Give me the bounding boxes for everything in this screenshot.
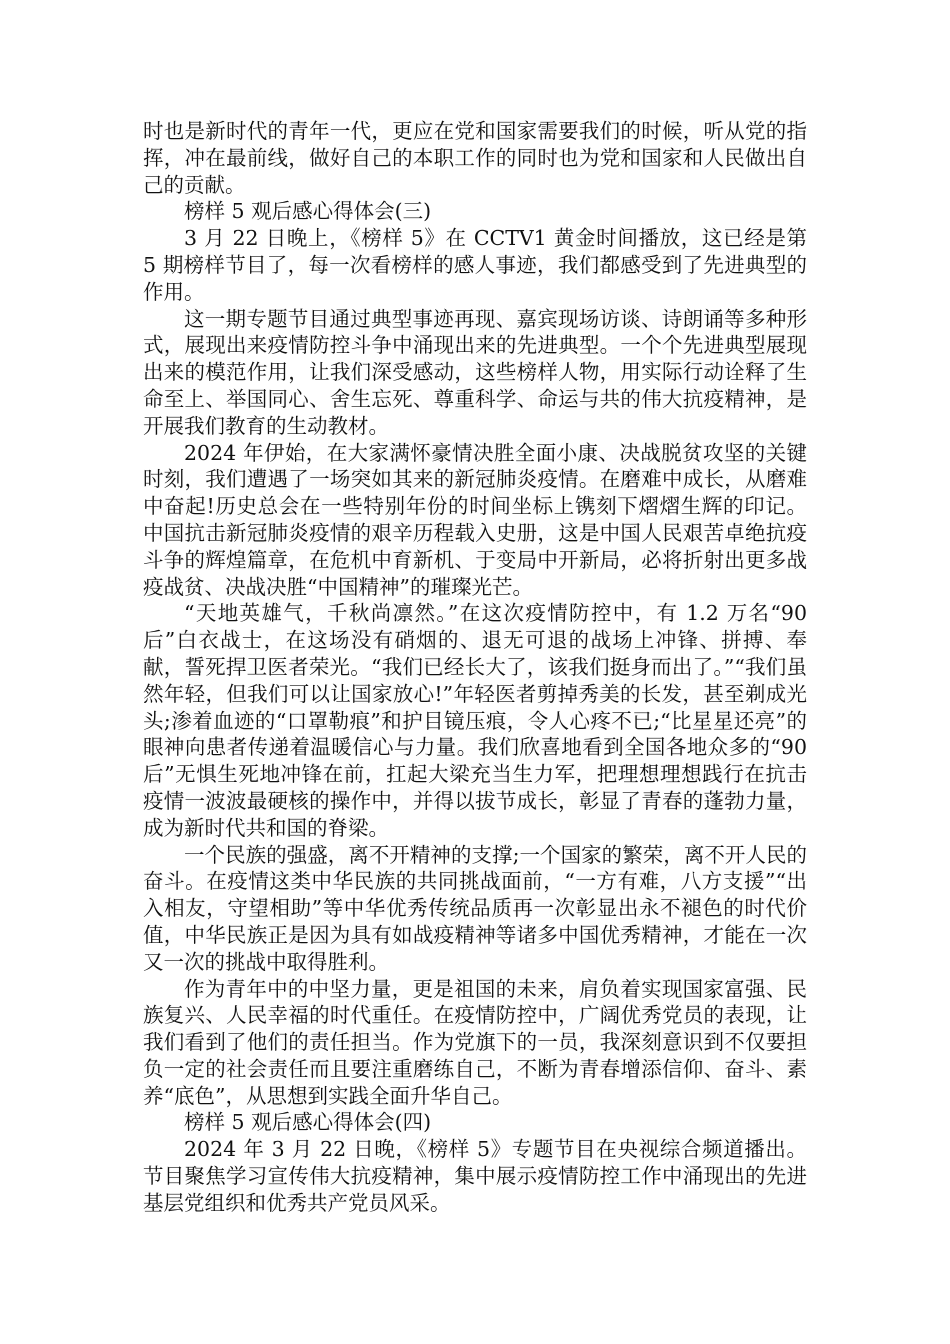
paragraph: 作为青年中的中坚力量，更是祖国的未来，肩负着实现国家富强、民族复兴、人民幸福的时代重任。在疫情防控中，广阔优秀党员的表现，让我们看到了他们的责任担当。作为党旗下的一员，我深刻意识到不仅要担负一定的社会责任而且要注重磨练自己，不断为青春增添信仰、奋斗、素养“底色”，从思想到实践全面升华自己。 (143, 976, 807, 1108)
paragraph: 2024 年伊始，在大家满怀豪情决胜全面小康、决战脱贫攻坚的关键时刻，我们遭遇了一场突如其来的新冠肺炎疫情。在磨难中成长，从磨难中奋起!历史总会在一些特别年份的时间坐标上镌刻下熠熠生辉的印记。中国抗击新冠肺炎疫情的艰辛历程载入史册，这是中国人民艰苦卓绝抗疫斗争的辉煌篇章，在危机中育新机、于变局中开新局，必将折射出更多战疫战贫、决战决胜“中国精神”的璀璨光芒。 (143, 440, 807, 599)
paragraph: “天地英雄气，千秋尚凛然。”在这次疫情防控中，有 1.2 万名“90 后”白衣战士，在这场没有硝烟的、退无可退的战场上冲锋、拼搏、奉献，誓死捍卫医者荣光。“我们已经长大了，该我们挺身而出了。”“我们虽然年轻，但我们可以让国家放心!”年轻医者剪掉秀美的长发，甚至剃成光头;渗着血迹的“口罩勒痕”和护目镜压痕，令人心疼不已;“比星星还亮”的眼神向患者传递着温暖信心与力量。我们欣喜地看到全国各地众多的“90 后”无惧生死地冲锋在前，扛起大梁充当生力军，把理想理想践行在抗击疫情一波波最硬核的操作中，并得以拔节成长，彰显了青春的蓬勃力量，成为新时代共和国的脊梁。 (143, 601, 807, 840)
paragraph: 这一期专题节目通过典型事迹再现、嘉宾现场访谈、诗朗诵等多种形式，展现出来疫情防控斗争中涌现出来的先进典型。一个个先进典型展现出来的模范作用，让我们深受感动，这些榜样人物，用实际行动诠释了生命至上、举国同心、舍生忘死、尊重科学、命运与共的伟大抗疫精神，是开展我们教育的生动教材。 (143, 306, 807, 438)
paragraph: 2024 年 3 月 22 日晚，《榜样 5》专题节目在央视综合频道播出。节目聚焦学习宣传伟大抗疫精神，集中展示疫情防控工作中涌现出的先进基层党组织和优秀共产党员风采。 (143, 1137, 807, 1215)
section-heading-4: 榜样 5 观后感心得体会(四) (184, 1110, 432, 1135)
section-heading-3: 榜样 5 观后感心得体会(三) (184, 199, 432, 224)
paragraph: 一个民族的强盛，离不开精神的支撑;一个国家的繁荣，离不开人民的奋斗。在疫情这类中华民族的共同挑战面前，“一方有难，八方支援”“出入相友，守望相助”等中华优秀传统品质再一次彰显出永不褪色的时代价值，中华民族正是因为具有如战疫精神等诸多中国优秀精神，才能在一次又一次的挑战中取得胜利。 (143, 842, 807, 974)
paragraph: 3 月 22 日晚上，《榜样 5》在 CCTV1 黄金时间播放，这已经是第 5 期榜样节目了，每一次看榜样的感人事迹，我们都感受到了先进典型的作用。 (143, 226, 807, 304)
document-body (143, 118, 807, 1217)
paragraph-continuation: 时也是新时代的青年一代，更应在党和国家需要我们的时候，听从党的指挥，冲在最前线，做好自己的本职工作的同时也为党和国家和人民做出自己的贡献。 (143, 119, 807, 197)
